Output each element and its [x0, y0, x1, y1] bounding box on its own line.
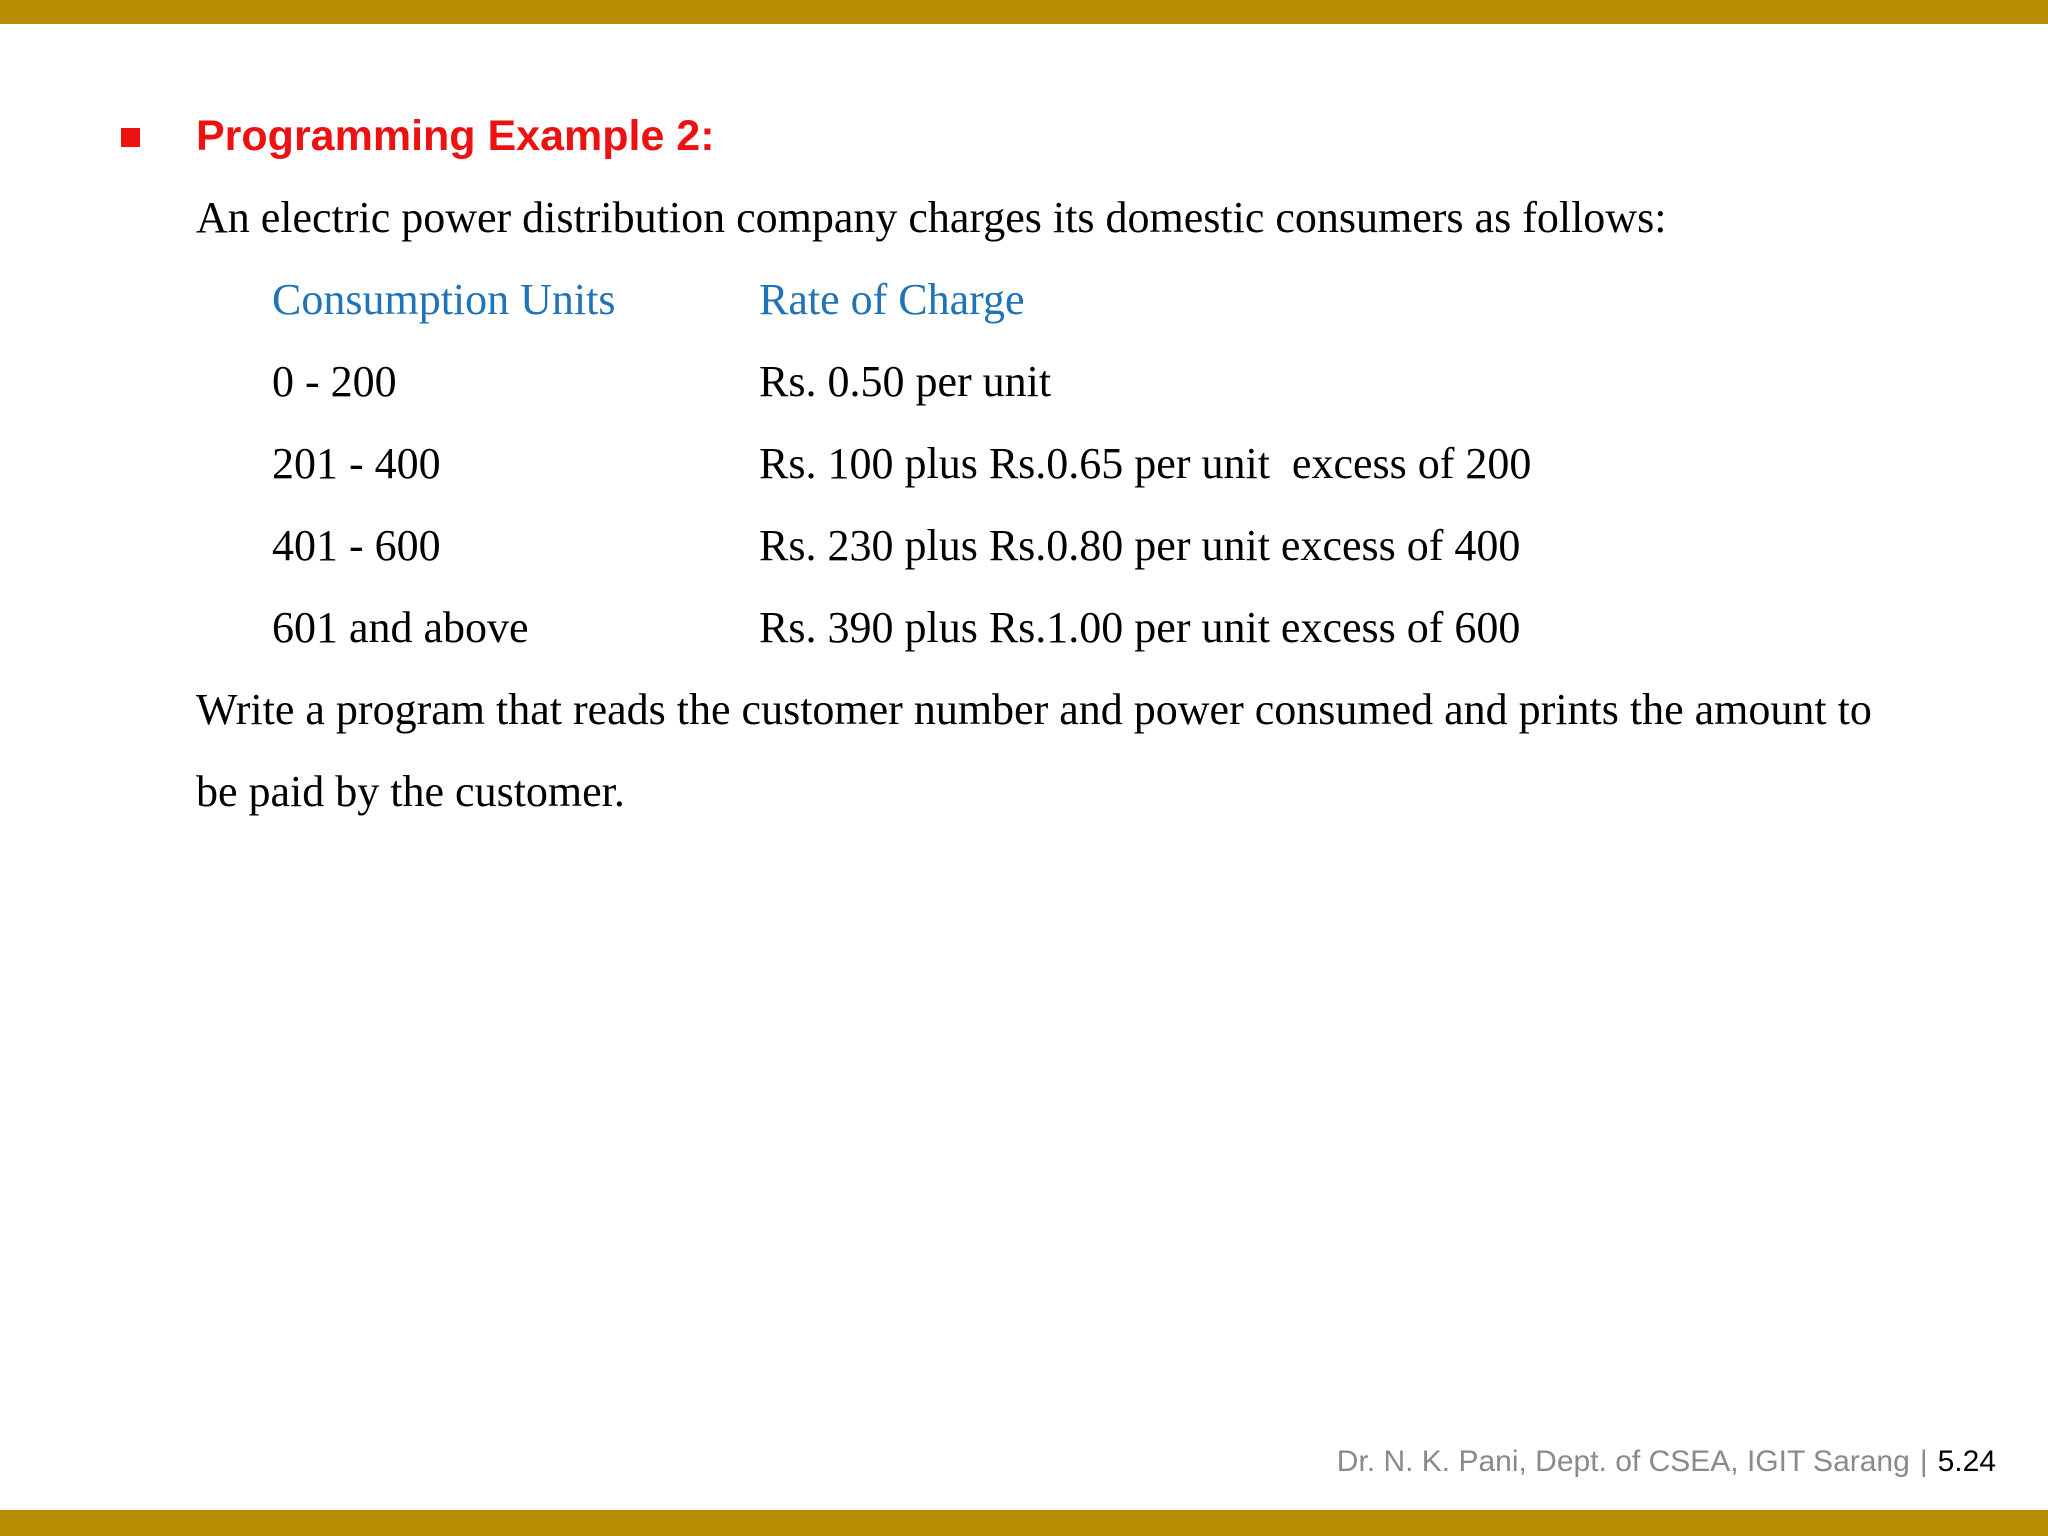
top-band [0, 0, 2048, 24]
header-rate-of-charge: Rate of Charge [759, 275, 1025, 324]
slide-heading: Programming Example 2: [196, 112, 715, 160]
task-statement [196, 682, 1996, 846]
slide-number: 5.24 [1937, 1445, 1996, 1478]
charge-cell: Rs. 390 plus Rs.1.00 per unit excess of 600 [759, 603, 1521, 652]
bottom-band [0, 1510, 2048, 1536]
charge-cell: Rs. 100 plus Rs.0.65 per unit excess of 200 [759, 439, 1532, 488]
square-bullet-icon [121, 128, 140, 147]
units-cell: 0 - 200 [272, 357, 397, 406]
units-cell: 601 and above [272, 603, 529, 652]
intro-text: An electric power distribution company charges its domestic consumers as follows: [196, 193, 1667, 242]
slide-footer [1337, 1442, 1996, 1482]
footer-author: Dr. N. K. Pani, Dept. of CSEA, IGIT Sarang [1336, 1445, 1910, 1478]
task-line: Write a program that reads the customer number and power consumed and prints the amount to [196, 685, 1872, 734]
header-consumption-units: Consumption Units [272, 275, 616, 324]
footer-separator: | [1919, 1445, 1928, 1478]
charge-cell: Rs. 0.50 per unit [759, 357, 1052, 406]
units-cell: 401 - 600 [272, 521, 441, 570]
charge-cell: Rs. 230 plus Rs.0.80 per unit excess of 400 [759, 521, 1521, 570]
task-line: be paid by the customer. [196, 767, 625, 816]
units-cell: 201 - 400 [272, 439, 441, 488]
